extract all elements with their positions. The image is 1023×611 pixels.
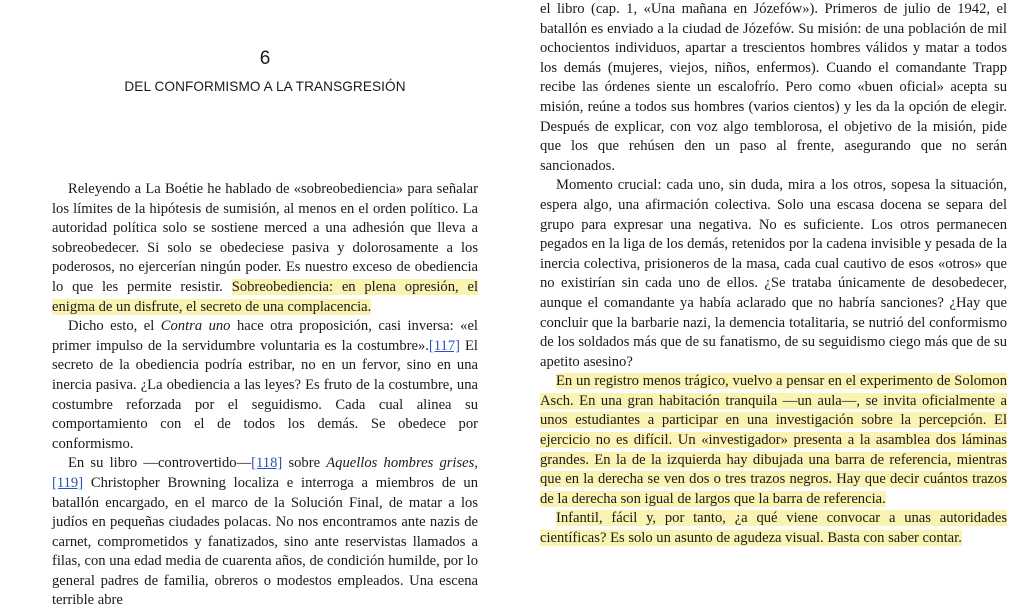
paragraph-text: sobre [282, 455, 327, 472]
footnote-link-118[interactable]: [118] [251, 455, 283, 472]
paragraph-text: Releyendo a La Boétie he hablado de «sobreobediencia» para señalar los límites de la hipótesis de sumisión, al menos en el orden político. La autoridad política solo se sostiene merced a una adhesión que lleva a sobreobedecer. Si solo se obedeciese pasiva y dolorosamente a los poderosos, no ejercerían ningún poder. Es nuestro exceso de obediencia lo que les permite resistir. [52, 181, 478, 295]
paragraph-6[interactable] [540, 372, 1007, 509]
book-title-italic: Aquellos hombres grises [326, 455, 475, 472]
paragraph-1[interactable] [52, 180, 478, 317]
highlighted-passage[interactable]: Infantil, fácil y, por tanto, ¿a qué viene convocar a unas autoridades científicas? Es solo un asunto de agudeza visual. Basta con saber contar. [540, 510, 1007, 547]
chapter-spacer [52, 96, 478, 180]
chapter-number: 6 [259, 48, 271, 69]
left-column [52, 0, 478, 611]
paragraph-text: El secreto de la obediencia podría estribar, no en un fervor, sino en una inercia pasiva. ¿La obediencia a las leyes? Es fruto de la costumbre, una costumbre reforzada por el seguidismo. Cada cual alinea su comportamiento con el de todos los demás. Se obedece por conformismo. [52, 337, 478, 452]
highlighted-passage[interactable]: En un registro menos trágico, vuelvo a pensar en el experimento de Solomon Asch. En una gran habitación tranquila —un aula—, se invita oficialmente a unos estudiantes a participar en una investigación sobre la percepción. El ejercicio no es difícil. Un «investigador» presenta a la asamblea dos láminas grandes. En la de la izquierda hay dibujada una barra de referencia, mientras que en la derecha se ven dos o tres trazos negros. Hay que decir cuántos trazos de la derecha son igual de largos que la barra de referencia. [540, 373, 1007, 507]
book-title-italic: Contra uno [160, 318, 231, 335]
paragraph-text: Dicho esto, el [68, 318, 161, 335]
paragraph-text: , [474, 455, 478, 472]
footnote-link-119[interactable]: [119] [52, 474, 84, 491]
paragraph-text: En su libro —controvertido— [68, 455, 252, 472]
paragraph-text: Christopher Browning localiza e interroga a miembros de un batallón encargado, en el marco de la Solución Final, de matar a los judíos en pequeñas ciudades polacas. No nos encontramos ante nazis de carnet, comprometidos y fanatizados, sino ante reservistas llamados a filas, con una edad media de cuarenta años, de condición humilde, por lo general padres de familia, obreros o modestos empleados. Una escena terrible abre [52, 474, 478, 609]
paragraph-2[interactable] [52, 317, 478, 454]
paragraph-text: hace otra proposición, casi inversa: «el primer impulso de la servidumbre voluntaria es la costumbre». [52, 318, 478, 354]
highlighted-passage[interactable]: Sobreobediencia: en plena opresión, el enigma de un disfrute, el secreto de una complacencia. [52, 278, 478, 315]
paragraph-4[interactable]: el libro (cap. 1, «Una mañana en Józefów»). Primeros de julio de 1942, el batallón es enviado a la ciudad de Józefów. Su misión: de una población de mil ochocientos individuos, apartar a trescientos hombres válidos y matar a todos los demás (mujeres, viejos, niños, enfermos). Cuando el comandante Trapp recibe las órdenes siente un escalofrío. Pero como «buen oficial» acepta su misión, reúne a todos sus hombres (varios cientos) y les da la opción de elegir. Después de explicar, con voz algo temblorosa, el objetivo de la misión, pide que los que rehúsen den un paso al frente, asegurando que no serán sancionados. [540, 1, 1007, 174]
paragraph-5[interactable]: Momento crucial: cada uno, sin duda, mira a los otros, sopesa la situación, espera algo, una afirmación colectiva. Solo una escasa docena se separa del grupo para expresar una negativa. No es suficiente. Los otros permanecen pegados en la liga de los demás, retenidos por la cadena invisible y pesada de la inercia colectiva, prisioneros de la masa, cada cual cautivo de esos «otros» que no existirían sin cada uno de ellos. ¿Se trataba únicamente de desobedecer, aunque el comandante ya había aclarado que no habría sanciones? ¿Hay que concluir que la barbarie nazi, la demencia totalitaria, se nutrió del conformismo de los soldados más que de su fanatismo, de su seguidismo ciego más que de su apetito asesino? [540, 177, 1007, 370]
paragraph-7[interactable] [540, 509, 1007, 548]
chapter-title[interactable]: DEL CONFORMISMO A LA TRANSGRESIÓN [124, 79, 406, 94]
right-column [540, 0, 1007, 549]
footnote-link-117[interactable]: [117] [428, 337, 460, 354]
paragraph-3[interactable] [52, 454, 478, 611]
